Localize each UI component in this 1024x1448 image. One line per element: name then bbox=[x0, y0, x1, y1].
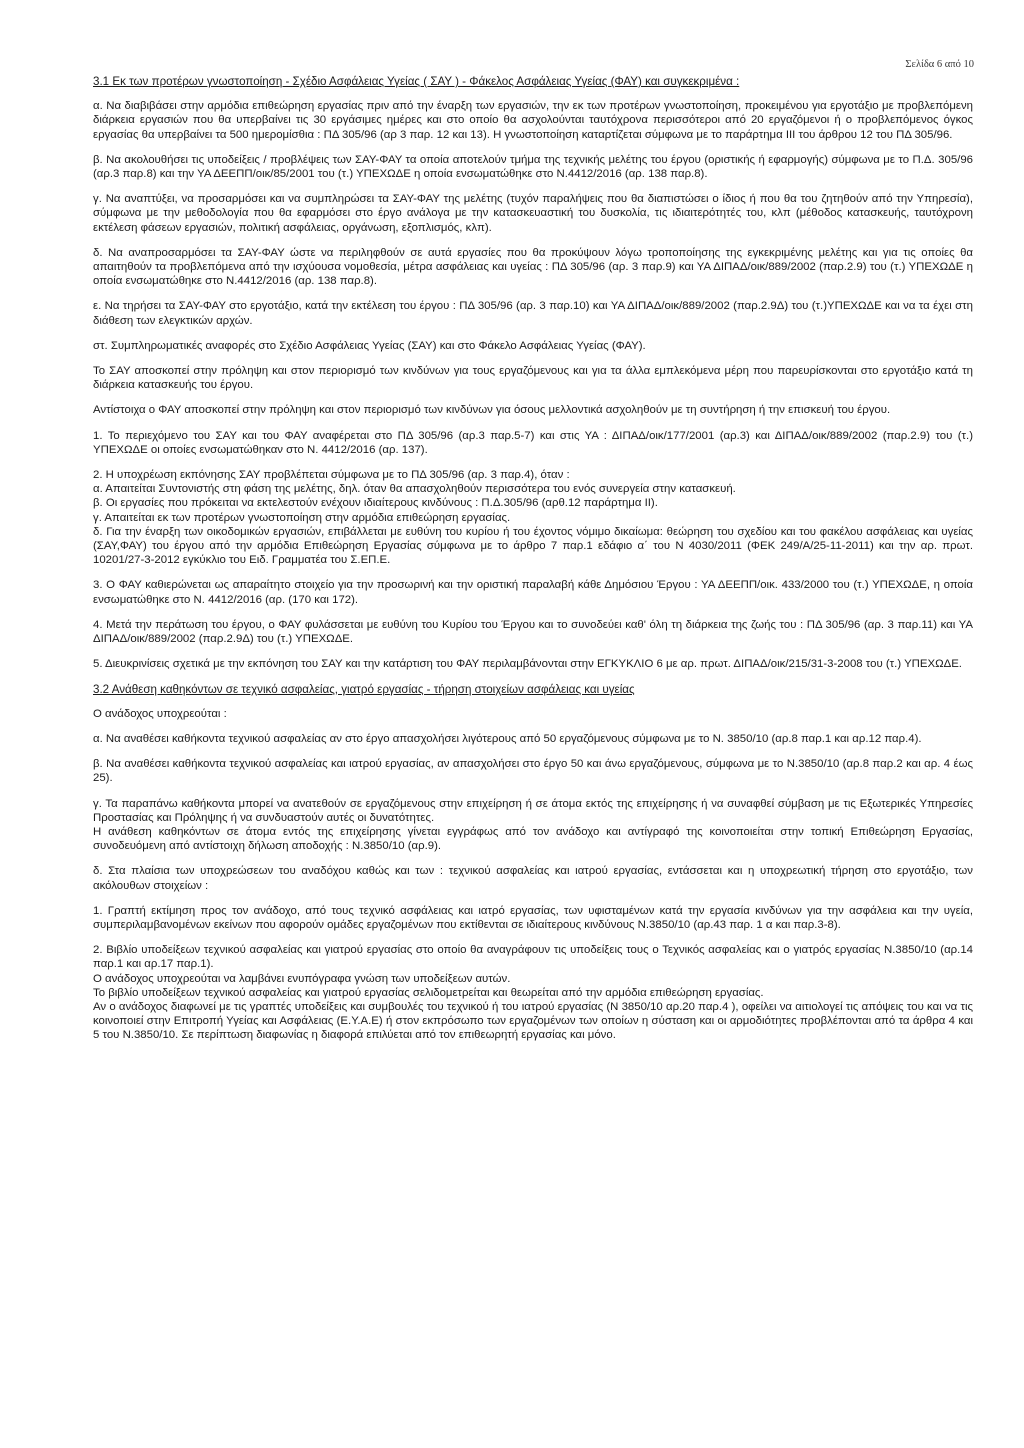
paragraph-delta: δ. Να αναπροσαρμόσει τα ΣΑΥ-ΦΑΥ ώστε να περιληφθούν σε αυτά εργασίες που θα προκύψουν λόγω τροποποίησης της εγκεκριμένης μελέτης και για τις οποίες θα απαιτηθούν τα προβλεπόμενα από την ισχύουσα νομοθεσία, μέτρα ασφάλειας και υγείας : ΠΔ 305/96 (αρ. 3 παρ.9) και ΥΑ ΔΙΠΑΔ/οικ/889/2002 (παρ.2.9) του (τ.) ΥΠΕΧΩΔΕ η οποία ενσωματώθηκε στο Ν.4412/2016 (αρ. 138 παρ.8). bbox=[93, 246, 973, 288]
page-number: Σελίδα 6 από 10 bbox=[905, 59, 974, 70]
paragraph-say-purpose: Το ΣΑΥ αποσκοπεί στην πρόληψη και στον περιορισμό των κινδύνων για τους εργαζόμενους και για τα άλλα εμπλεκόμενα μέρη που παρευρίσκονται στο εργοτάξιο κατά τη διάρκεια κατασκευής του έργου. bbox=[93, 365, 973, 392]
paragraph-fay-purpose: Αντίστοιχα ο ΦΑΥ αποσκοπεί στην πρόληψη και στον περιορισμό των κινδύνων για όσους μελλοντικά ασχοληθούν με τη συντήρηση ή την επισκευή του έργου. bbox=[93, 404, 891, 417]
record-item-2-line: Το βιβλίο υποδείξεων τεχνικού ασφαλείας και γιατρού εργασίας σελιδομετρείται και θεωρείται από την αρμόδια επιθεώρηση εργασίας. bbox=[93, 986, 764, 999]
gamma-line: γ. Τα παραπάνω καθήκοντα μπορεί να ανατεθούν σε εργαζόμενους στην επιχείρηση ή σε άτομα εκτός της επιχείρησης ή να συναφθεί σύμβαση με τις Εξωτερικές Υπηρεσίες Προστασίας και Πρόληψης ή να συνδυαστούν αυτές οι δυνατότητες. bbox=[93, 797, 973, 824]
item-4-fay-storage: 4. Μετά την περάτωση του έργου, ο ΦΑΥ φυλάσσεται με ευθύνη του Κυρίου του Έργου και το συνοδεύει καθ' όλη τη διάρκεια της ζωής του : ΠΔ 305/96 (αρ. 3 παρ.11) και ΥΑ ΔΙΠΑΔ/οικ/889/2002 (παρ.2.9Δ) του (τ.) ΥΠΕΧΩΔΕ. bbox=[93, 618, 973, 646]
page-content bbox=[93, 75, 973, 1054]
item-5-clarifications: 5. Διευκρινίσεις σχετικά με την εκπόνηση του ΣΑΥ και την κατάρτιση του ΦΑΥ περιλαμβάνονται στην ΕΓΚΥΚΛΙΟ 6 με αρ. πρωτ. ΔΙΠΑΔ/οικ/215/31-3-2008 του (τ.) ΥΠΕΧΩΔΕ. bbox=[93, 658, 962, 671]
paragraph-2-alpha: α. Να αναθέσει καθήκοντα τεχνικού ασφαλείας αν στο έργο απασχολήσει λιγότερους από 50 εργαζόμενους σύμφωνα με το Ν. 3850/10 (αρ.8 παρ.1 και αρ.12 παρ.4). bbox=[93, 732, 922, 745]
section-3-2-heading: 3.2 Ανάθεση καθηκόντων σε τεχνικό ασφαλείας, γιατρό εργασίας - τήρηση στοιχείων ασφάλειας και υγείας bbox=[93, 682, 635, 696]
item-2-line: δ. Για την έναρξη των οικοδομικών εργασιών, επιβάλλεται με ευθύνη του κυρίου ή του έχοντος νόμιμο δικαίωμα: θεώρηση του σχεδίου και του φακέλου ασφάλειας και υγείας (ΣΑΥ,ΦΑΥ) του έργου από την αρμόδια Επιθεώρηση Εργασίας σύμφωνα με το άρθρο 7 παρ.1 εδάφιο α΄ του Ν 4030/2011 (ΦΕΚ 249/Α/25-11-2011) και την αρ. πρωτ. 10201/27-3-2012 εγκύκλιο του Ειδ. Γραμματέα του Σ.ΕΠ.Ε. bbox=[93, 525, 973, 567]
item-2-line: α. Απαιτείται Συντονιστής στη φάση της μελέτης, δηλ. όταν θα απασχοληθούν περισσότερα του ενός συνεργεία στην κατασκευή. bbox=[93, 483, 736, 496]
item-3-fay: 3. Ο ΦΑΥ καθιερώνεται ως απαραίτητο στοιχείο για την προσωρινή και την οριστική παραλαβή κάθε Δημόσιου Έργου : ΥΑ ΔΕΕΠΠ/οικ. 433/2000 του (τ.) ΥΠΕΧΩΔΕ, η οποία ενσωματώθηκε στο Ν. 4412/2016 (αρ. (170 και 172). bbox=[93, 579, 973, 606]
record-item-1: 1. Γραπτή εκτίμηση προς τον ανάδοχο, από τους τεχνικό ασφάλειας και ιατρό εργασίας, των υφισταμένων κατά την εργασία κινδύνων για την ασφάλεια και την υγεία, συμπεριλαμβανομένων εκείνων που αφορούν ομάδες εργαζομένων που εκτίθενται σε ιδιαίτερους κινδύνους Ν.3850/10 (αρ.43 παρ. 1 α και παρ.3-8). bbox=[93, 904, 973, 931]
record-item-2-line: Ο ανάδοχος υποχρεούται να λαμβάνει ενυπόγραφα γνώση των υποδείξεων αυτών. bbox=[93, 972, 511, 985]
paragraph-2-delta: δ. Στα πλαίσια των υποχρεώσεων του αναδόχου καθώς και των : τεχνικού ασφαλείας και ιατρού εργασίας, εντάσσεται και η υποχρεωτική τήρηση στο εργοτάξιο, των ακόλουθων στοιχείων : bbox=[93, 865, 973, 892]
paragraph-2-gamma bbox=[93, 797, 973, 854]
contractor-intro: Ο ανάδοχος υποχρεούται : bbox=[93, 707, 227, 720]
paragraph-gamma: γ. Να αναπτύξει, να προσαρμόσει και να συμπληρώσει τα ΣΑΥ-ΦΑΥ της μελέτης (τυχόν παραλήψεις που θα διαπιστώσει ο ίδιος ή που θα του ζητηθούν από την Υπηρεσία), σύμφωνα με την μεθοδολογία που θα εφαρμόσει στο έργο ανάλογα με την κατασκευαστική του δυσκολία, τις ιδιαιτερότητές του, κλπ (μέθοδος κατασκευής, ταυτόχρονη εκτέλεση φάσεων εργασιών, πολιτική ασφάλειας, οργάνωση, εξοπλισμός, κλπ). bbox=[93, 193, 973, 234]
paragraph-beta: β. Να ακολουθήσει τις υποδείξεις / προβλέψεις των ΣΑΥ-ΦΑΥ τα οποία αποτελούν τμήμα της τεχνικής μελέτης του έργου (οριστικής ή εφαρμογής) σύμφωνα με το Π.Δ. 305/96 (αρ.3 παρ.8) και την ΥΑ ΔΕΕΠΠ/οικ/85/2001 του (τ.) ΥΠΕΧΩΔΕ η οποία ενσωματώθηκε στο Ν.4412/2016 (αρ. 138 παρ.8). bbox=[93, 153, 973, 181]
paragraph-epsilon: ε. Να τηρήσει τα ΣΑΥ-ΦΑΥ στο εργοτάξιο, κατά την εκτέλεση του έργου : ΠΔ 305/96 (αρ. 3 παρ.10) και ΥΑ ΔΙΠΑΔ/οικ/889/2002 (παρ.2.9Δ) του (τ.)ΥΠΕΧΩΔΕ και να τα έχει στη διάθεση των ελεγκτικών αρχών. bbox=[93, 300, 973, 327]
paragraph-2-beta: β. Να αναθέσει καθήκοντα τεχνικού ασφαλείας και ιατρού εργασίας, αν απασχολήσει στο έργο 50 και άνω εργαζόμενους, σύμφωνα με το Ν.3850/10 (αρ.8 παρ.2 και αρ. 4 έως 25). bbox=[93, 758, 973, 785]
item-2-line: γ. Απαιτείται εκ των προτέρων γνωστοποίηση στην αρμόδια επιθεώρηση εργασίας. bbox=[93, 511, 511, 524]
paragraph-alpha: α. Να διαβιβάσει στην αρμόδια επιθεώρηση εργασίας πριν από την έναρξη των εργασιών, την εκ των προτέρων γνωστοποίηση, προκειμένου για εργοτάξιο με προβλεπόμενη διάρκεια εργασιών που θα υπερβαίνει τις 30 εργάσιμες ημέρες και στο οποίο θα ασχολούνται ταυτόχρονα περισσότεροι από 20 εργαζόμενοι ή ο προβλεπόμενος όγκος εργασίας θα υπερβαίνει τα 500 ημερομίσθια : ΠΔ 305/96 (αρ 3 παρ. 12 και 13). Η γνωστοποίηση καταρτίζεται σύμφωνα με το παράρτημα III του άρθρου 12 του ΠΔ 305/96. bbox=[93, 100, 973, 141]
record-item-2 bbox=[93, 943, 973, 1042]
item-2-line: β. Οι εργασίες που πρόκειται να εκτελεστούν ενέχουν ιδιαίτερους κινδύνους : Π.Δ.305/96 (αρθ.12 παράρτημα ΙΙ). bbox=[93, 497, 658, 510]
paragraph-st: στ. Συμπληρωματικές αναφορές στο Σχέδιο Ασφάλειας Υγείας (ΣΑΥ) και στο Φάκελο Ασφάλειας Υγείας (ΦΑΥ). bbox=[93, 339, 646, 352]
item-1-content: 1. Το περιεχόμενο του ΣΑΥ και του ΦΑΥ αναφέρεται στο ΠΔ 305/96 (αρ.3 παρ.5-7) και στις ΥΑ : ΔΙΠΑΔ/οικ/177/2001 (αρ.3) και ΔΙΠΑΔ/οικ/889/2002 (παρ.2.9) του (τ.) ΥΠΕΧΩΔΕ οι οποίες ενσωματώθηκαν στο Ν. 4412/2016 (αρ. 137). bbox=[93, 429, 973, 456]
item-2-obligation bbox=[93, 468, 973, 567]
section-3-1-heading: 3.1 Εκ των προτέρων γνωστοποίηση - Σχέδιο Ασφάλειας Υγείας ( ΣΑΥ ) - Φάκελος Ασφάλειας Υγείας (ΦΑΥ) και συγκεκριμένα : bbox=[93, 75, 740, 88]
gamma-line: Η ανάθεση καθηκόντων σε άτομα εντός της επιχείρησης γίνεται εγγράφως από τον ανάδοχο και αντίγραφό της κοινοποιείται στην τοπική Επιθεώρηση Εργασίας, συνοδευόμενη από αντίστοιχη δήλωση αποδοχής : Ν.3850/10 (αρ.9). bbox=[93, 825, 973, 853]
item-2-line: 2. Η υποχρέωση εκπόνησης ΣΑΥ προβλέπεται σύμφωνα με το ΠΔ 305/96 (αρ. 3 παρ.4), όταν : bbox=[93, 469, 570, 482]
record-item-2-line: Αν ο ανάδοχος διαφωνεί με τις γραπτές υποδείξεις και συμβουλές του τεχνικού ή του ιατρού εργασίας (Ν 3850/10 αρ.20 παρ.4 ), οφείλει να αιτιολογεί τις απόψεις του και να τις κοινοποιεί στην Επιτροπή Υγείας και Ασφάλειας (Ε.Υ.Α.Ε) ή στον εκπρόσωπο των εργαζομένων των οποίων η σύσταση και οι αρμοδιότητες προβλέπονται από τα άρθρα 4 και 5 του Ν.3850/10. Σε περίπτωση διαφωνίας η διαφορά επιλύεται από τον επιθεωρητή εργασίας και μόνο. bbox=[93, 1000, 973, 1042]
record-item-2-line: 2. Βιβλίο υποδείξεων τεχνικού ασφαλείας και γιατρού εργασίας στο οποίο θα αναγράφουν τις υποδείξεις τους ο Τεχνικός ασφαλείας και ο γιατρός εργασίας Ν.3850/10 (αρ.14 παρ.1 και αρ.17 παρ.1). bbox=[93, 944, 973, 971]
